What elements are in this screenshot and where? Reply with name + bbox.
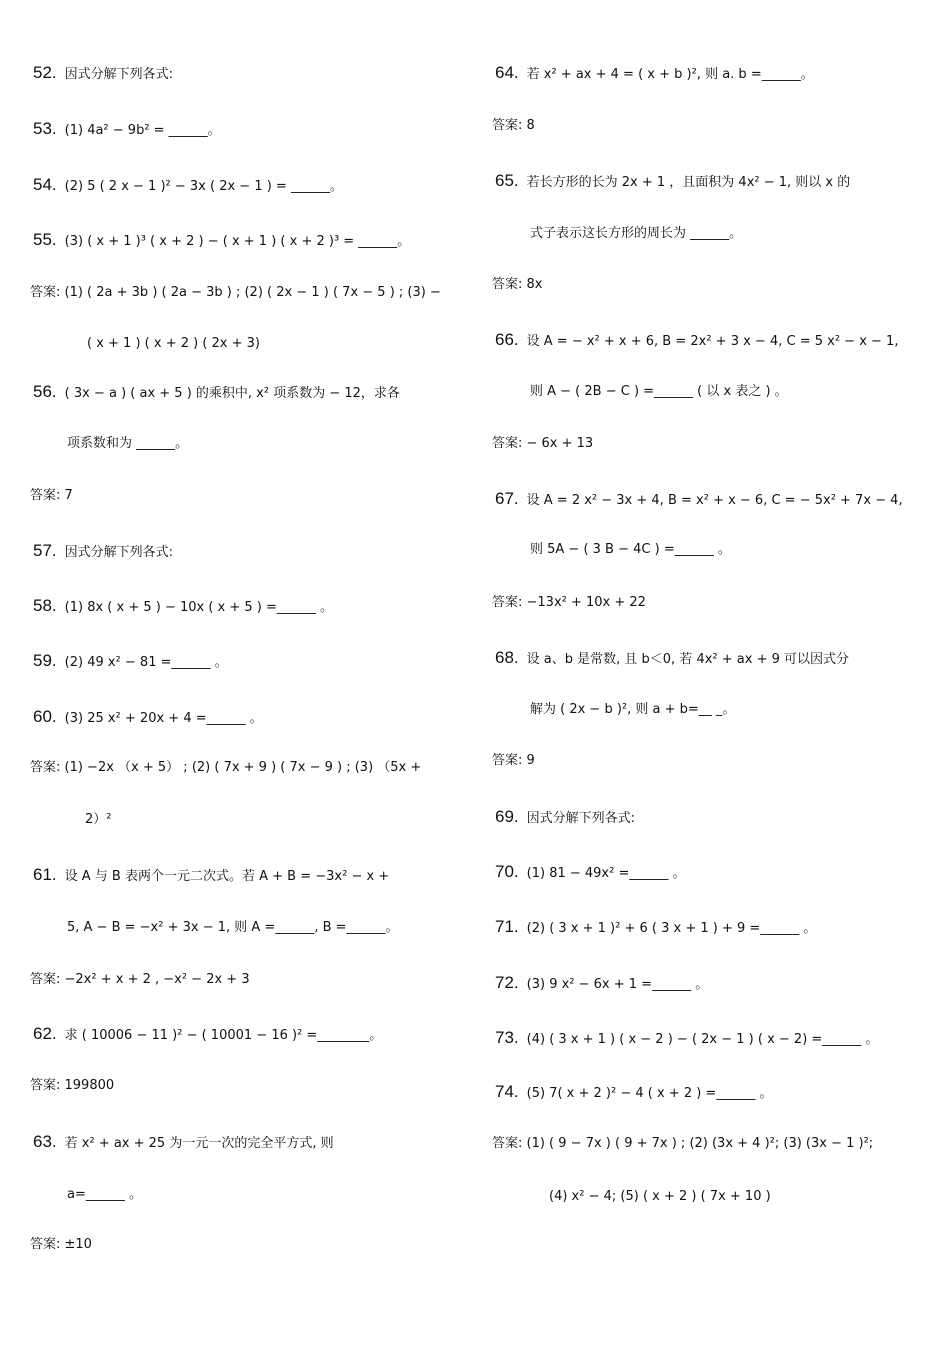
answer-text: 答案: ±10 [30,1237,92,1252]
problem-text: (2) ( 3 x + 1 )² + 6 ( 3 x + 1 ) + 9 =______ 。 [526,921,817,936]
problem-54 [33,175,343,197]
problem-text: (2) 49 x² − 81 =______ 。 [64,655,228,670]
problem-number: 73. [495,1028,519,1047]
answer-text: 2）² [85,812,112,827]
problem-text: 因式分解下列各式: [526,811,636,826]
problem-69 [495,807,635,829]
problem-text: (1) 4a² − 9b² = ______。 [64,123,221,138]
problem-number: 70. [495,862,519,881]
answer-61 [30,970,250,990]
problem-text: (1) 8x ( x + 5 ) − 10x ( x + 5 ) =______ 。 [64,600,334,615]
problem-67-continuation [530,540,731,560]
problem-text: 5, A − B = −x² + 3x − 1, 则 A =______, B =______。 [67,920,399,935]
problem-text: 则 5A − ( 3 B − 4C ) =______ 。 [530,542,731,557]
problem-57 [33,541,173,563]
answer-69-74 [492,1134,873,1154]
problem-text: 若 x² + ax + 4 = ( x + b )², 则 a. b =______。 [526,67,814,82]
answer-text: (4) x² − 4; (5) ( x + 2 ) ( 7x + 10 ) [549,1189,771,1204]
problem-number: 68. [495,648,519,667]
answer-57-60 [30,758,421,778]
problem-number: 65. [495,171,519,190]
answer-text: 答案: (1) −2x （x + 5） ; (2) ( 7x + 9 ) ( 7x − 9 ) ; (3) （5x + [30,760,422,775]
problem-number: 61. [33,865,57,884]
problem-text: (1) 81 − 49x² =______ 。 [526,866,686,881]
problem-text: (3) 25 x² + 20x + 4 =______ 。 [64,711,263,726]
problem-56-continuation [67,434,188,454]
problem-text: 则 A − ( 2B − C ) =______ ( 以 x 表之 ) 。 [530,384,788,399]
answer-67 [492,593,646,613]
problem-67 [495,489,903,511]
answer-65 [492,275,542,295]
problem-number: 56. [33,382,57,401]
answer-text: 答案: (1) ( 2a + 3b ) ( 2a − 3b ) ; (2) ( 2x − 1 ) ( 7x − 5 ) ; (3) − [30,285,441,300]
problem-63-continuation [67,1185,142,1205]
problem-61 [33,865,389,887]
problem-number: 74. [495,1082,519,1101]
problem-text: 设 A 与 B 表两个一元二次式。若 A + B = −3x² − x + [64,869,390,884]
problem-text: 设 A = − x² + x + 6, B = 2x² + 3 x − 4, C = 5 x² − x − 1, [526,334,899,349]
problem-text: (3) ( x + 1 )³ ( x + 2 ) − ( x + 1 ) ( x + 2 )³ = ______。 [64,234,411,249]
problem-number: 59. [33,651,57,670]
problem-66 [495,330,898,352]
problem-text: ( 3x − a ) ( ax + 5 ) 的乘积中, x² 项系数为 − 12，求各 [64,386,400,401]
problem-64 [495,63,814,85]
answer-62 [30,1076,114,1096]
problem-number: 52. [33,63,57,82]
problem-66-continuation [530,382,788,402]
problem-number: 67. [495,489,519,508]
problem-59 [33,651,228,673]
answer-52-55 [30,283,441,303]
problem-number: 72. [495,973,519,992]
problem-number: 64. [495,63,519,82]
problem-60 [33,707,263,729]
problem-52 [33,63,173,85]
problem-68 [495,648,849,670]
problem-text: (4) ( 3 x + 1 ) ( x − 2 ) − ( 2x − 1 ) ( x − 2) =______ 。 [526,1032,879,1047]
answer-56 [30,486,73,506]
problem-72 [495,973,708,995]
problem-55 [33,230,410,252]
answer-text: 答案: 9 [492,753,535,768]
problem-number: 66. [495,330,519,349]
problem-58 [33,596,333,618]
answer-text: 答案: 7 [30,488,73,503]
problem-number: 71. [495,917,519,936]
problem-number: 54. [33,175,57,194]
problem-53 [33,119,221,141]
answer-continuation [85,810,111,830]
problem-number: 63. [33,1132,57,1151]
problem-63 [33,1132,334,1154]
answer-text: 答案: −13x² + 10x + 22 [492,595,646,610]
problem-65-continuation [530,224,742,244]
problem-number: 57. [33,541,57,560]
problem-number: 58. [33,596,57,615]
problem-number: 69. [495,807,519,826]
problem-56 [33,382,400,404]
problem-text: 项系数和为 ______。 [67,436,189,451]
answer-text: 答案: − 6x + 13 [492,436,594,451]
answer-text: ( x + 1 ) ( x + 2 ) ( 2x + 3) [87,336,260,351]
answer-text: 答案: (1) ( 9 − 7x ) ( 9 + 7x ) ; (2) (3x + 4 )²; (3) (3x − 1 )²; [492,1136,874,1151]
problem-number: 55. [33,230,57,249]
answer-68 [492,751,535,771]
answer-66 [492,434,593,454]
problem-68-continuation [530,700,735,720]
problem-text: 设 a、b 是常数, 且 b＜0, 若 4x² + ax + 9 可以因式分 [526,652,849,667]
problem-text: 因式分解下列各式: [64,67,174,82]
answer-64 [492,116,535,136]
problem-70 [495,862,686,884]
problem-text: 若长方形的长为 2x + 1 ，且面积为 4x² − 1, 则以 x 的 [526,175,851,190]
problem-number: 53. [33,119,57,138]
problem-73 [495,1028,878,1050]
problem-text: 解为 ( 2x − b )², 则 a + b=__ _。 [530,702,736,717]
problem-text: 式子表示这长方形的周长为 ______。 [530,226,743,241]
problem-text: 若 x² + ax + 25 为一元一次的完全平方式, 则 [64,1136,334,1151]
problem-number: 60. [33,707,57,726]
answer-63 [30,1235,92,1255]
problem-text: a=______ 。 [67,1187,142,1202]
problem-65 [495,171,850,193]
problem-74 [495,1082,772,1104]
answer-continuation [549,1187,771,1207]
answer-continuation [87,334,260,354]
problem-text: (2) 5 ( 2 x − 1 )² − 3x ( 2x − 1 ) = ______。 [64,179,343,194]
answer-text: 答案: 199800 [30,1078,115,1093]
problem-text: (5) 7( x + 2 )² − 4 ( x + 2 ) =______ 。 [526,1086,773,1101]
problem-71 [495,917,816,939]
problem-text: 设 A = 2 x² − 3x + 4, B = x² + x − 6, C = − 5x² + 7x − 4, [526,493,903,508]
problem-text: 因式分解下列各式: [64,545,174,560]
problem-number: 62. [33,1024,57,1043]
problem-text: (3) 9 x² − 6x + 1 =______ 。 [526,977,709,992]
problem-62 [33,1024,382,1046]
answer-text: 答案: 8x [492,277,543,292]
answer-text: 答案: −2x² + x + 2 , −x² − 2x + 3 [30,972,250,987]
problem-text: 求 ( 10006 − 11 )² − ( 10001 − 16 )² =________。 [64,1028,383,1043]
answer-text: 答案: 8 [492,118,535,133]
problem-61-continuation [67,918,399,938]
